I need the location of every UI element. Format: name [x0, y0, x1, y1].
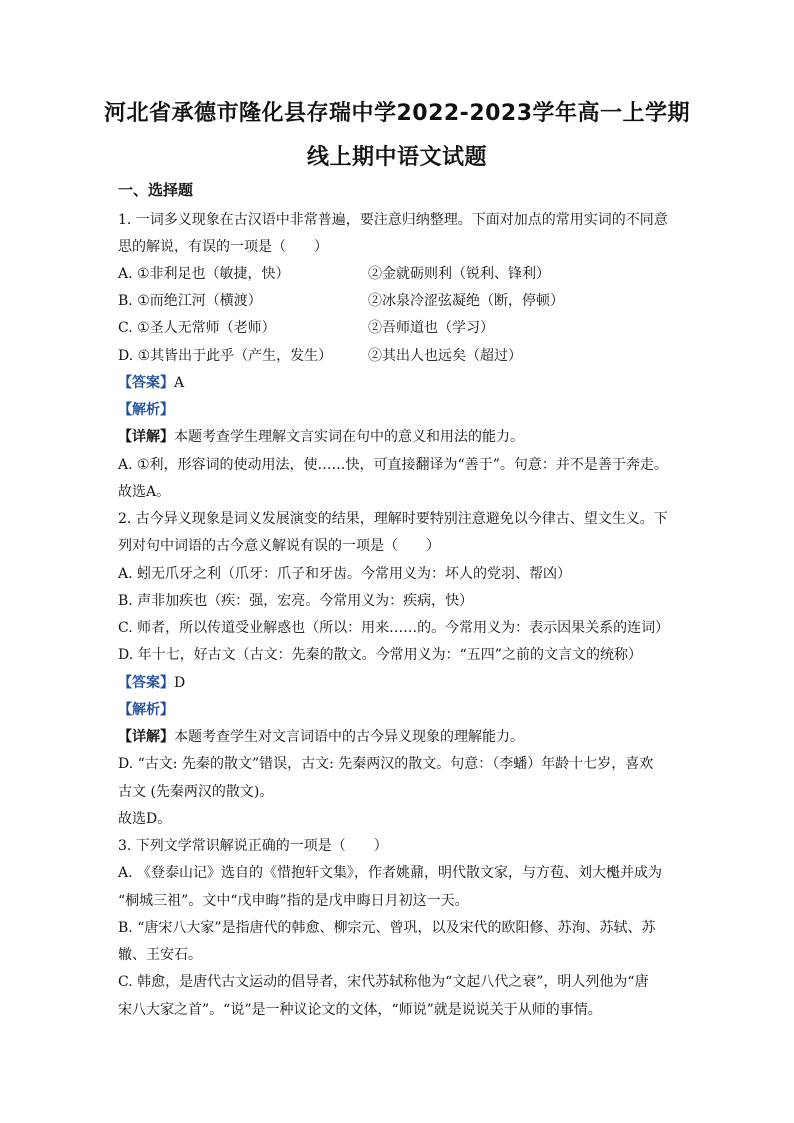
- q1-stem-line2: 思的解说，有误的一项是（ ）: [118, 239, 328, 255]
- q2-detail: [118, 727, 524, 747]
- q2-analysis-tag: 【解析】: [118, 702, 174, 718]
- q1-option-c-part2: ②吾师道也（学习）: [368, 320, 494, 336]
- q2-explanation-line1: D. “古文: 先秦的散文”错误，古文: 先秦两汉的散文。句意：（李蟠）年龄十七岁，喜欢: [118, 756, 654, 772]
- q1-detail: [118, 427, 524, 447]
- detail-tag: 【详解】: [118, 429, 174, 445]
- page-title-line1: 河北省承德市隆化县存瑞中学2022-2023学年高一上学期: [103, 101, 691, 126]
- q1-analysis-tag: 【解析】: [118, 402, 174, 418]
- q3-option-c-line1: C. 韩愈，是唐代古文运动的倡导者，宋代苏轼称他为“文起八代之衰”，明人列他为“唐: [118, 974, 649, 990]
- q1-option-b-part1: B. ①而绝江河（横渡）: [118, 293, 262, 309]
- q1-stem-line1: 1. 一词多义现象在古汉语中非常普遍，要注意归纳整理。下面对加点的常用实词的不同意: [118, 212, 668, 228]
- q2-answer: [118, 673, 185, 693]
- q2-option-d: D. 年十七，好古文（古文：先秦的散文。今常用义为：“五四”之前的文言文的统称）: [118, 647, 642, 663]
- answer-value: D: [174, 675, 186, 691]
- q3-option-b-line2: 辙、王安石。: [118, 947, 202, 963]
- q2-option-a: A. 蚓无爪牙之利（爪牙：爪子和牙齿。今常用义为：坏人的党羽、帮凶）: [118, 566, 572, 582]
- answer-tag: 【答案】: [118, 375, 174, 391]
- q3-option-b-line1: B. “唐宋八大家”是指唐代的韩愈、柳宗元、曾巩，以及宋代的欧阳修、苏洵、苏轼、苏: [118, 920, 656, 936]
- q1-option-a-part1: A. ①非利足也（敏捷，快）: [118, 266, 290, 282]
- page-title-line2: 线上期中语文试题: [306, 145, 487, 170]
- q3-option-a-line2: “桐城三祖”。文中“戊申晦”指的是戊申晦日月初这一天。: [118, 893, 469, 909]
- q2-conclusion: 故选D。: [118, 811, 172, 827]
- detail-text: 本题考查学生理解文言实词在句中的意义和用法的能力。: [174, 429, 524, 445]
- q2-option-c: C. 师者，所以传道受业解惑也（所以：用来……的。今常用义为：表示因果关系的连词）: [118, 620, 670, 636]
- section-heading: 一、选择题: [118, 181, 194, 199]
- q1-conclusion: 故选A。: [118, 484, 171, 500]
- q2-explanation-line2: 古文 (先秦两汉的散文)。: [118, 784, 274, 800]
- q1-explanation: A. ①利，形容词的使动用法，使……快，可直接翻译为“善于”。句意：并不是善于奔走。: [118, 457, 668, 473]
- q3-stem: 3. 下列文学常识解说正确的一项是（ ）: [118, 838, 388, 854]
- q2-stem-line2: 列对句中词语的古今意义解说有误的一项是（ ）: [118, 538, 440, 554]
- q2-stem-line1: 2. 古今异义现象是词义发展演变的结果，理解时要特别注意避免以今律古、望文生义。下: [118, 511, 668, 527]
- q1-option-d-part2: ②其出人也远矣（超过）: [368, 348, 522, 364]
- answer-tag: 【答案】: [118, 675, 174, 691]
- q1-option-a-part2: ②金就砺则利（锐利、锋利）: [368, 266, 550, 282]
- q3-option-c-line2: 宋八大家之首”。“说”是一种议论文的文体，“师说”就是说说关于从师的事情。: [118, 1002, 602, 1018]
- q2-option-b: B. 声非加疾也（疾：强，宏亮。今常用义为：疾病，快）: [118, 593, 474, 609]
- q1-option-b-part2: ②冰泉冷涩弦凝绝（断，停顿）: [368, 293, 564, 309]
- q1-option-d-part1: D. ①其皆出于此乎（产生，发生）: [118, 348, 333, 364]
- q1-option-c-part1: C. ①圣人无常师（老师）: [118, 320, 276, 336]
- detail-tag: 【详解】: [118, 729, 174, 745]
- q1-answer: [118, 373, 184, 393]
- detail-text: 本题考查学生对文言词语中的古今异义现象的理解能力。: [174, 729, 524, 745]
- answer-value: A: [174, 375, 185, 391]
- q3-option-a-line1: A. 《登泰山记》选自的《惜抱轩文集》，作者姚鼐，明代散文家，与方苞、刘大櫆并成为: [118, 865, 663, 881]
